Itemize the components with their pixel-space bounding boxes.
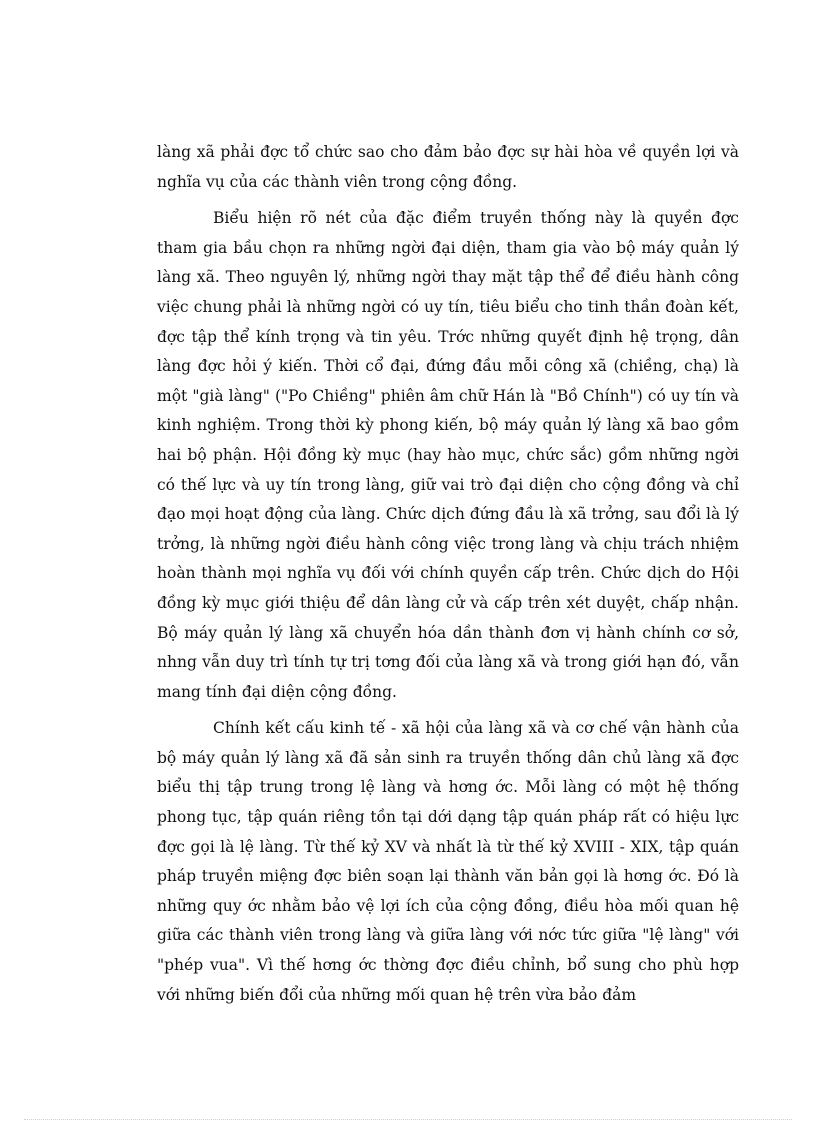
document-page [157,138,739,1017]
paragraph-3: Chính kết cấu kinh tế - xã hội của làng xã và cơ chế vận hành của bộ máy quản lý làng xã đã sản sinh ra truyền thống dân chủ làng xã đợc biểu thị tập trung trong lệ làng và hơng ớc. Mỗi làng có một hệ thống phong tục, tập quán riêng tồn tại dới dạng tập quán pháp rất có hiệu lực đợc gọi là lệ làng. Từ thế kỷ XV và nhất là từ thế kỷ XVIII - XIX, tập quán pháp truyền miệng đợc biên soạn lại thành văn bản gọi là hơng ớc. Đó là những quy ớc nhằm bảo vệ lợi ích của cộng đồng, điều hòa mối quan hệ giữa các thành viên trong làng và giữa làng với nớc tức giữa "lệ làng" với "phép vua". Vì thế hơng ớc thờng đợc điều chỉnh, bổ sung cho phù hợp với những biến đổi của những mối quan hệ trên vừa bảo đảm [157,719,739,1004]
page-bottom-divider [24,1119,792,1120]
paragraph-2: Biểu hiện rõ nét của đặc điểm truyền thống này là quyền đợc tham gia bầu chọn ra những ngời đại diện, tham gia vào bộ máy quản lý làng xã. Theo nguyên lý, những ngời thay mặt tập thể để điều hành công việc chung phải là những ngời có uy tín, tiêu biểu cho tinh thần đoàn kết, đợc tập thể kính trọng và tin yêu. Trớc những quyết định hệ trọng, dân làng đợc hỏi ý kiến. Thời cổ đại, đứng đầu mỗi công xã (chiềng, chạ) là một "già làng" ("Po Chiềng" phiên âm chữ Hán là "Bồ Chính") có uy tín và kinh nghiệm. Trong thời kỳ phong kiến, bộ máy quản lý làng xã bao gồm hai bộ phận. Hội đồng kỳ mục (hay hào mục, chức sắc) gồm những ngời có thế lực và uy tín trong làng, giữ vai trò đại diện cho cộng đồng và chỉ đạo mọi hoạt động của làng. Chức dịch đứng đầu là xã trởng, sau đổi là lý trởng, là những ngời điều hành công việc trong làng và chịu trách nhiệm hoàn thành mọi nghĩa vụ đối với chính quyền cấp trên. Chức dịch do Hội đồng kỳ mục giới thiệu để dân làng cử và cấp trên xét duyệt, chấp nhận. Bộ máy quản lý làng xã chuyển hóa dần thành đơn vị hành chính cơ sở, nhng vẫn duy trì tính tự trị tơng đối của làng xã và trong giới hạn đó, vẫn mang tính đại diện cộng đồng. [157,209,739,701]
paragraph-1: làng xã phải đợc tổ chức sao cho đảm bảo đợc sự hài hòa về quyền lợi và nghĩa vụ của các thành viên trong cộng đồng. [157,143,739,191]
